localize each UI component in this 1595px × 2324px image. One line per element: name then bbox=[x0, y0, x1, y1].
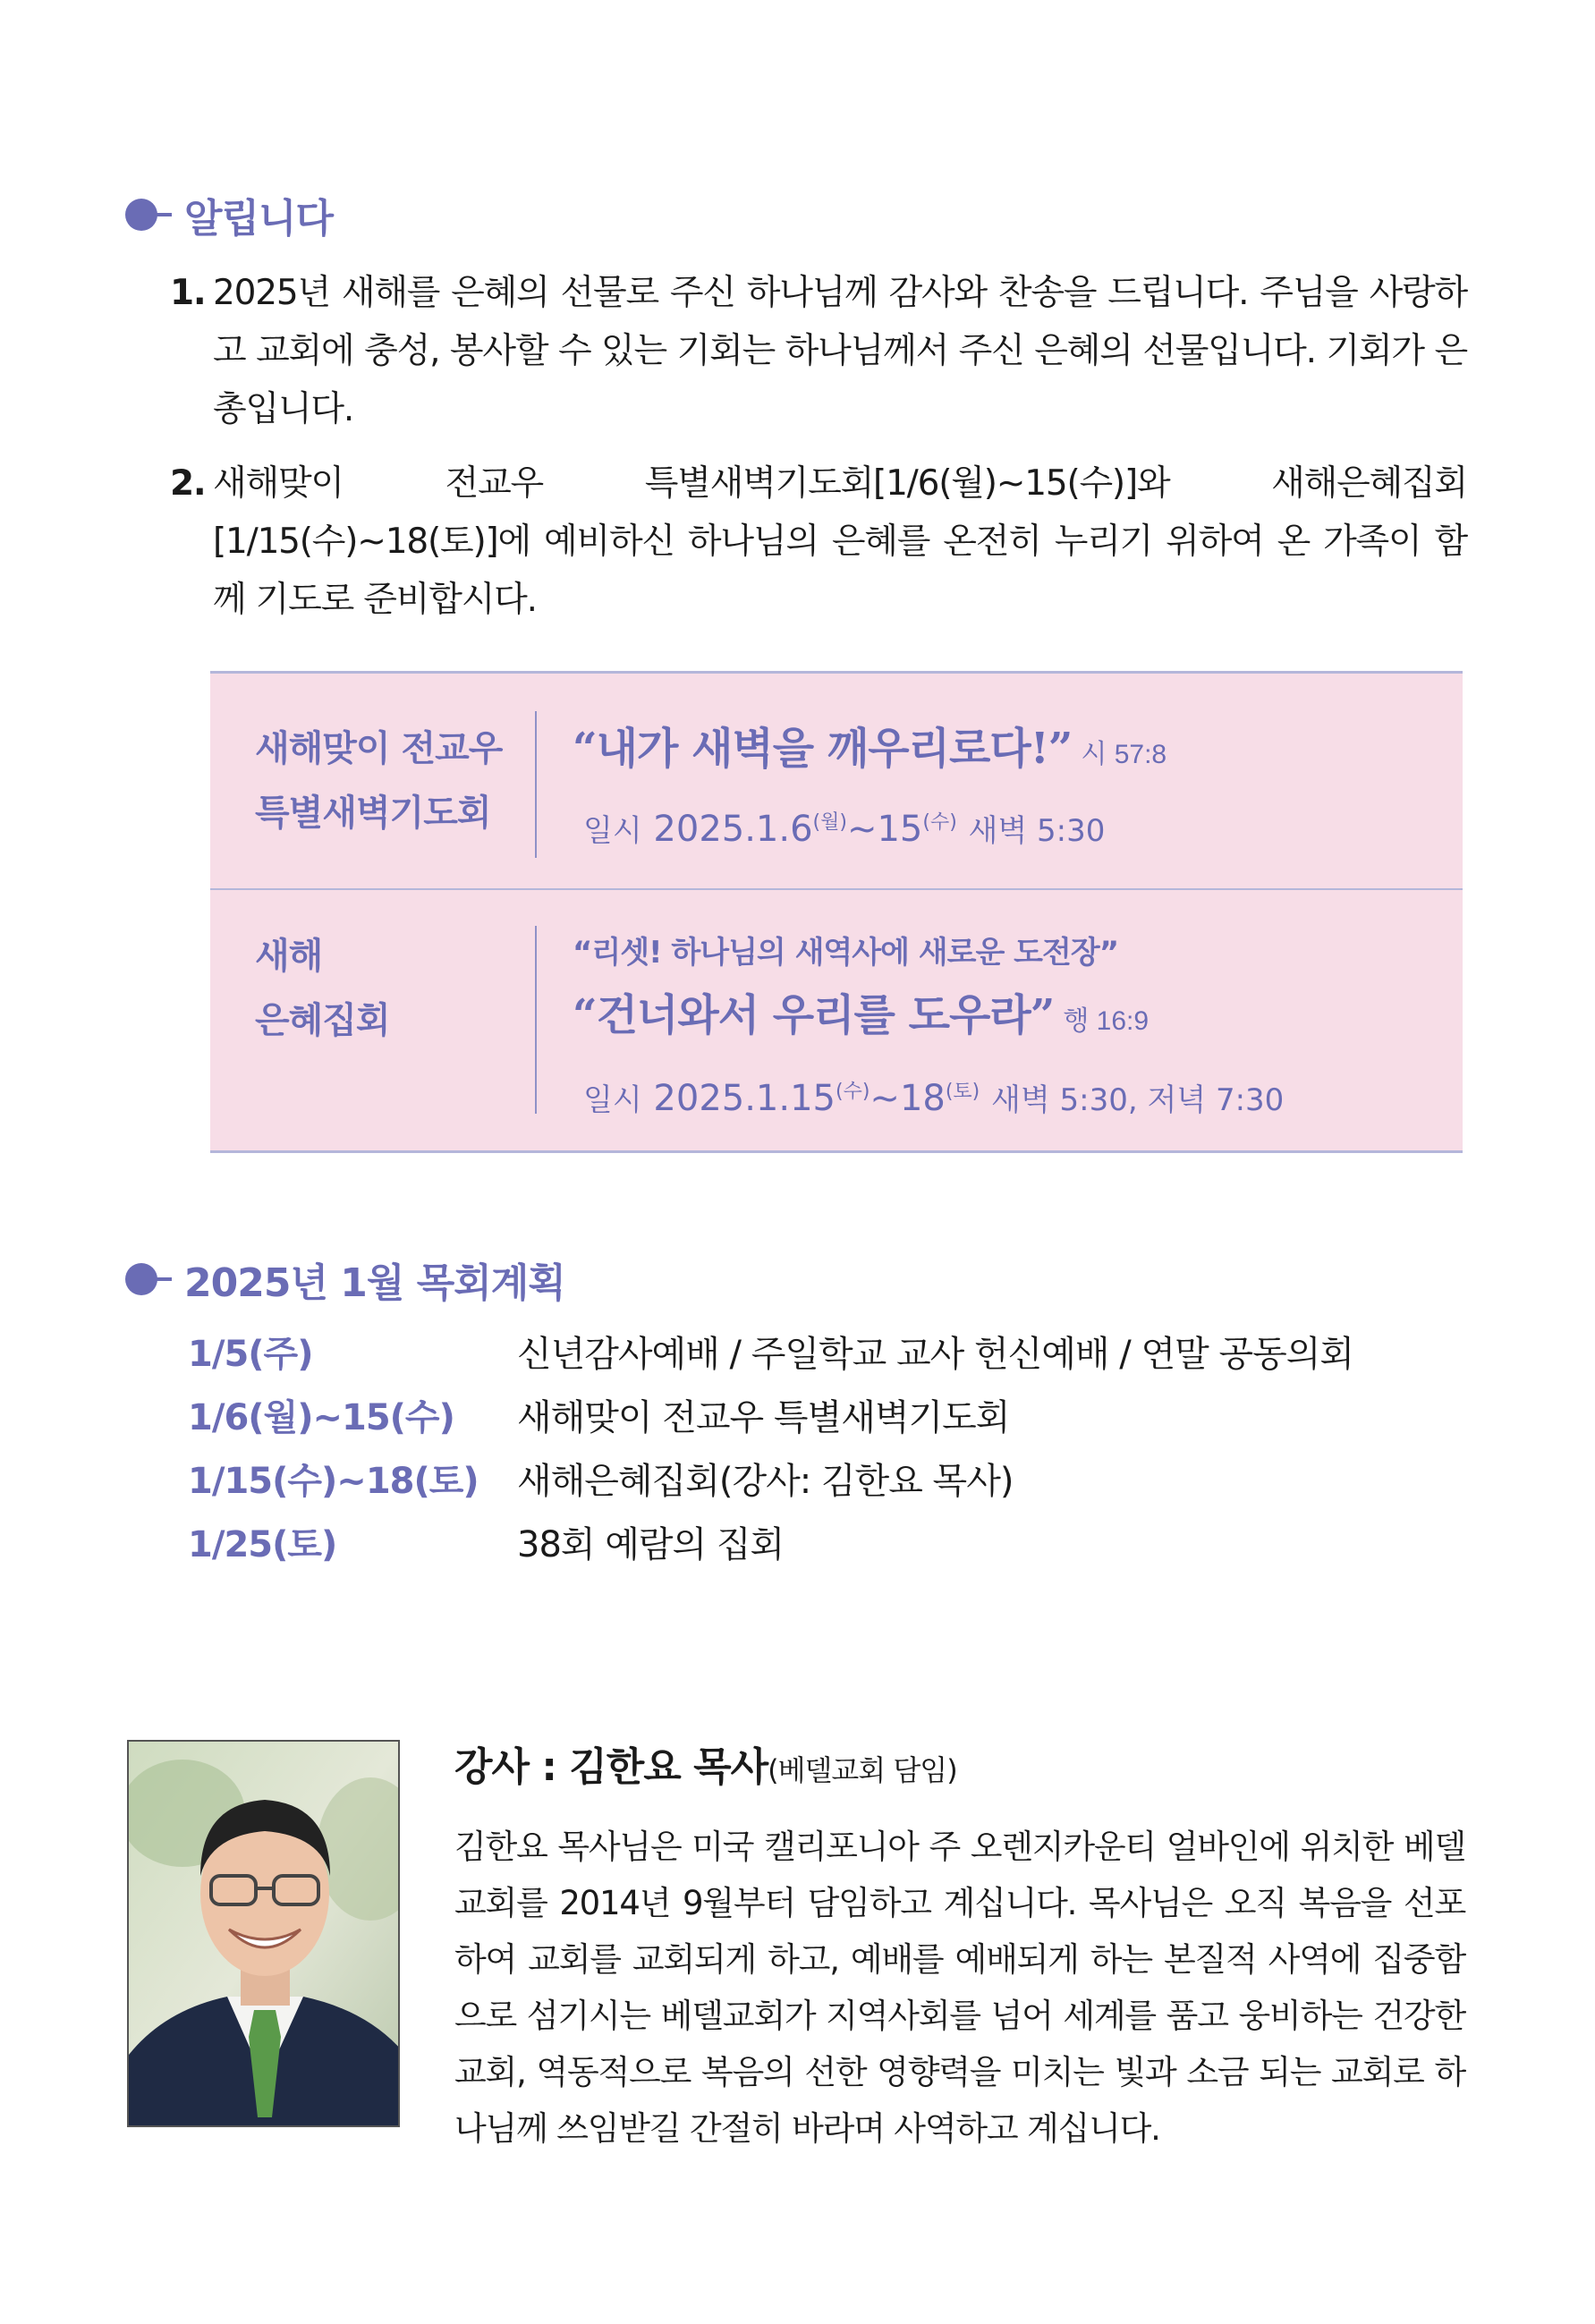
speaker-heading bbox=[454, 1735, 1465, 1802]
schedule-date: 1/6(월)~15(수) bbox=[188, 1397, 454, 1438]
schedule-header bbox=[125, 1251, 565, 1308]
schedule-row bbox=[188, 1319, 1353, 1383]
date-start: 2025.1.15 bbox=[653, 1078, 836, 1119]
schedule-event: 새해맞이 전교우 특별새벽기도회 bbox=[517, 1397, 1010, 1438]
row-divider bbox=[535, 711, 537, 858]
date-end-day: (수) bbox=[922, 811, 957, 834]
dawn-verse: “내가 새벽을 깨우리로다!” bbox=[573, 724, 1073, 774]
bullet-tail-icon bbox=[156, 1277, 172, 1281]
announcement-text: 2025년 새해를 은혜의 선물로 주신 하나님께 감사와 찬송을 드립니다. 주님을 사랑하고 교회에 충성, 봉사할 수 있는 기회는 하나님께서 주신 은혜의 선물입니다. 기회가 은총입니다. bbox=[213, 273, 1467, 429]
dawn-prayer-label bbox=[255, 717, 502, 845]
announcement-number: 1. bbox=[170, 273, 206, 313]
bullet-circle-icon bbox=[125, 199, 157, 231]
date-label: 일시 bbox=[583, 1082, 642, 1118]
announcement-text: 새해맞이 전교우 특별새벽기도회[1/6(월)~15(수)]와 새해은혜집회[1/15(수)~18(토)]에 예비하신 하나님의 은혜를 온전히 누리기 위하여 온 가족이 함께 기도로 준비합시다. bbox=[213, 463, 1467, 620]
speaker-name: 강사 : 김한요 목사 bbox=[454, 1744, 768, 1790]
revival-verse-ref: 행 16:9 bbox=[1063, 1006, 1150, 1036]
announcements-header bbox=[125, 186, 333, 243]
dawn-label-line1: 새해맞이 전교우 bbox=[255, 728, 503, 769]
revival-label-line1: 새해 bbox=[255, 936, 323, 977]
announcement-number: 2. bbox=[170, 463, 206, 504]
date-start: 2025.1.6 bbox=[653, 809, 813, 850]
revival-row bbox=[210, 890, 1463, 1148]
bullet-circle-icon bbox=[125, 1263, 157, 1295]
dawn-time: 새벽 5:30 bbox=[968, 813, 1106, 849]
schedule-row bbox=[188, 1446, 1353, 1510]
announcements-title: 알립니다 bbox=[184, 196, 334, 242]
dawn-verse-ref: 시 57:8 bbox=[1081, 740, 1167, 769]
announcement-item bbox=[170, 454, 1467, 629]
date-start-day: (수) bbox=[836, 1081, 870, 1103]
schedule-event: 신년감사예배 / 주일학교 교사 헌신예배 / 연말 공동의회 bbox=[517, 1334, 1354, 1375]
events-box bbox=[210, 671, 1463, 1153]
bullet-tail-icon bbox=[156, 213, 172, 216]
speaker-church: (베델교회 담임) bbox=[768, 1753, 957, 1787]
dawn-date bbox=[583, 791, 1167, 863]
revival-time: 새벽 5:30, 저녁 7:30 bbox=[990, 1082, 1285, 1118]
schedule-date: 1/5(주) bbox=[188, 1334, 313, 1375]
date-start-day: (월) bbox=[812, 811, 847, 834]
schedule-row bbox=[188, 1510, 1353, 1573]
revival-verse: “건너와서 우리를 도우라” bbox=[573, 990, 1055, 1040]
dawn-prayer-content bbox=[573, 717, 1167, 863]
schedule-list bbox=[188, 1319, 1353, 1573]
announcement-item bbox=[170, 264, 1467, 438]
dawn-prayer-row bbox=[210, 674, 1463, 890]
date-tilde: ~ bbox=[846, 809, 878, 850]
speaker-portrait-image bbox=[129, 1742, 400, 2127]
revival-subtitle: “리셋! 하나님의 새역사에 새로운 도전장” bbox=[573, 935, 1119, 971]
date-end: 18 bbox=[899, 1078, 946, 1119]
revival-label-line2: 은혜집회 bbox=[255, 1000, 390, 1041]
date-tilde: ~ bbox=[870, 1078, 900, 1119]
revival-label bbox=[255, 924, 390, 1053]
schedule-event: 38회 예람의 집회 bbox=[517, 1524, 785, 1565]
schedule-title: 2025년 1월 목회계획 bbox=[184, 1260, 565, 1306]
revival-date bbox=[583, 1061, 1284, 1132]
schedule-row bbox=[188, 1383, 1353, 1446]
date-end-day: (토) bbox=[945, 1081, 980, 1103]
revival-content bbox=[573, 926, 1284, 1132]
speaker-info bbox=[454, 1735, 1465, 2157]
schedule-date: 1/25(토) bbox=[188, 1524, 337, 1565]
date-label: 일시 bbox=[583, 813, 642, 849]
schedule-date: 1/15(수)~18(토) bbox=[188, 1461, 479, 1502]
speaker-photo bbox=[127, 1740, 400, 2127]
dawn-label-line2: 특별새벽기도회 bbox=[255, 793, 491, 834]
announcement-list bbox=[170, 264, 1467, 645]
speaker-bio: 김한요 목사님은 미국 캘리포니아 주 오렌지카운티 얼바인에 위치한 베델교회를 2014년 9월부터 담임하고 계십니다. 목사님은 오직 복음을 선포하여 교회를 교회되게 하고, 예배를 예배되게 하는 본질적 사역에 집중함으로 섬기시는 베델교회가 지역사회를 넘어 세계를 품고 웅비하는 건강한 교회, 역동적으로 복음의 선한 영향력을 미치는 빛과 소금 되는 교회로 하나님께 쓰임받길 간절히 바라며 사역하고 계십니다. bbox=[454, 1828, 1465, 2148]
row-divider bbox=[535, 926, 537, 1114]
date-end: 15 bbox=[877, 809, 923, 850]
schedule-event: 새해은혜집회(강사: 김한요 목사) bbox=[517, 1461, 1014, 1502]
